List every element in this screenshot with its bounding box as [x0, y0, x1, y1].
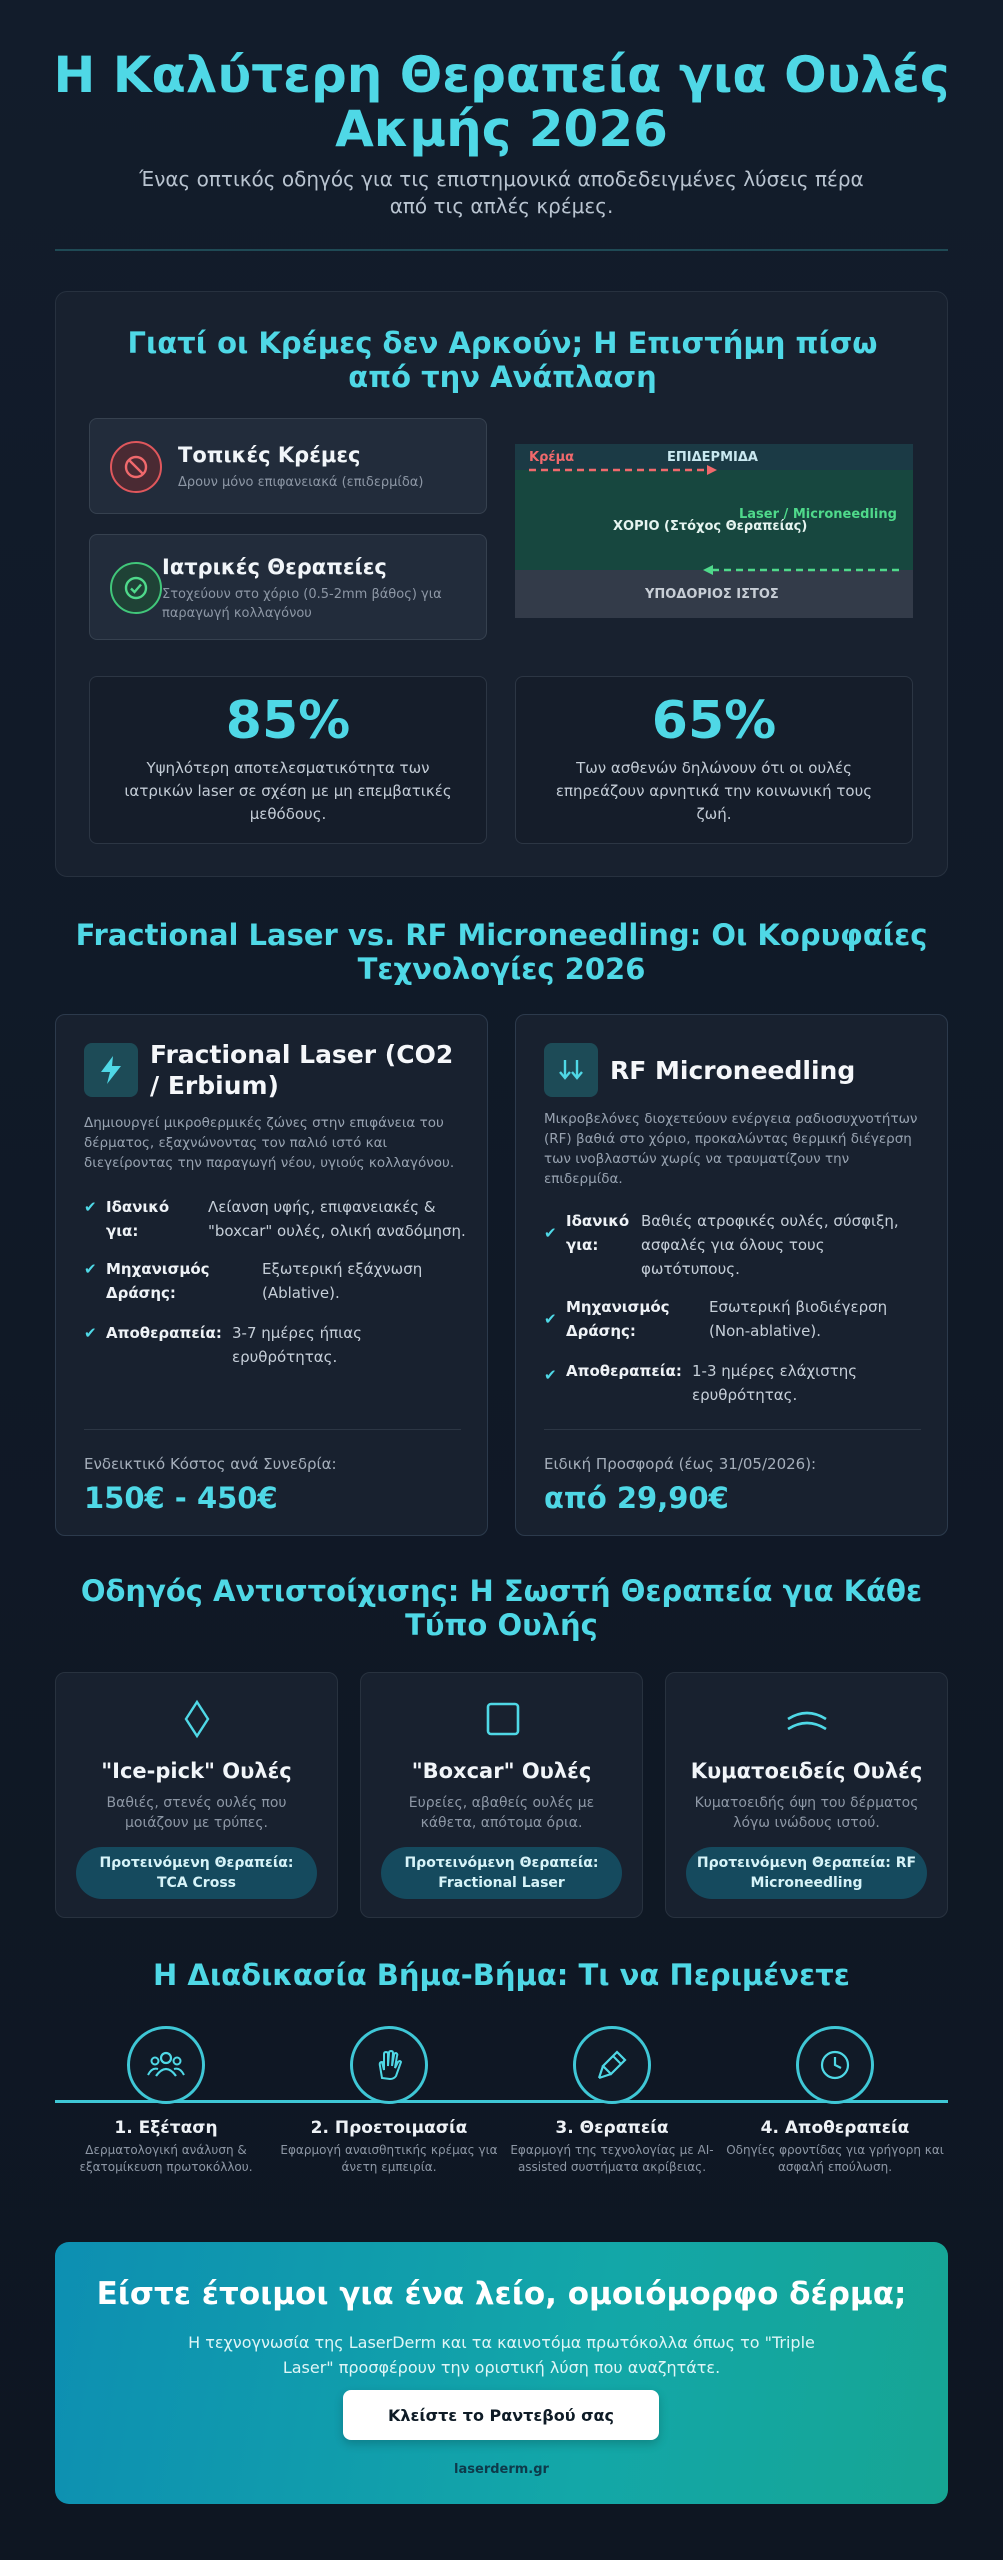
- hero-divider: [55, 249, 948, 251]
- creams-text: Δρουν μόνο επιφανειακά (επιδερμίδα): [178, 475, 424, 490]
- laser-card: [55, 1014, 488, 1536]
- laser-title: Fractional Laser (CO2 / Erbium): [150, 1040, 454, 1100]
- check-icon: ✔: [84, 1260, 97, 1278]
- rf-card: [515, 1014, 948, 1536]
- steps-title: Η Διαδικασία Βήμα-Βήμα: Τι να Περιμένετε: [153, 1958, 850, 1992]
- square-icon: [485, 1701, 521, 1737]
- steps-timeline: [55, 2100, 948, 2103]
- subcutis-label: ΥΠΟΔΟΡΙΟΣ ΙΣΤΟΣ: [645, 587, 779, 602]
- wave-icon: [784, 1707, 830, 1733]
- check-icon: ✔: [84, 1324, 97, 1342]
- laser-cost-value: 150€ - 450€: [84, 1481, 278, 1515]
- rf-desc: Μικροβελόνες διοχετεύουν ενέργεια ραδιοσυχνοτήτων (RF) βαθιά στο χόριο, προκαλώντας θερμική διέγερση των ινοβλαστών χωρίς να τραυματίζουν την επιδερμίδα.: [544, 1111, 918, 1187]
- check-icon: ✔: [544, 1310, 557, 1328]
- step-text: Εφαρμογή αναισθητικής κρέμας για άνετη εμπειρία.: [280, 2143, 498, 2174]
- guide-title: Οδηγός Αντιστοίχισης: Η Σωστή Θεραπεία για Κάθε Τύπο Ουλής: [80, 1574, 923, 1642]
- rf-cost-value: από 29,90€: [544, 1481, 729, 1515]
- check-icon: ✔: [544, 1366, 557, 1384]
- laser-divider: [84, 1429, 461, 1430]
- check-circle-icon: [110, 562, 162, 614]
- clock-icon: [796, 2026, 874, 2104]
- creams-card: [89, 418, 487, 514]
- laser-feature-2: ✔ Μηχανισμός Δράσης: Εξωτερική εξάχνωση (Ablative).: [84, 1257, 469, 1309]
- dermis-label: ΧΟΡΙΟ (Στόχος Θεραπείας): [613, 519, 808, 534]
- rf-feature-2: ✔ Μηχανισμός Δράσης: Εσωτερική βιοδιέγερση (Non-ablative).: [544, 1298, 888, 1340]
- scar-card-text: Κυματοειδής όψη του δέρματος λόγω ινώδους ιστού.: [694, 1795, 919, 1831]
- page-subtitle: Ένας οπτικός οδηγός για τις επιστημονικά αποδεδειγμένες λύσεις πέρα από τις απλές κρέμες.: [139, 167, 864, 218]
- website-link[interactable]: laserderm.gr: [454, 2462, 549, 2477]
- stat-text-1: Υψηλότερη αποτελεσματικότητα των ιατρικών laser σε σχέση με μη επεμβατικές μεθόδους.: [124, 759, 452, 823]
- scar-card-title: "Ice-pick" Ουλές: [101, 1759, 292, 1783]
- medical-card: [89, 534, 487, 640]
- scar-card-boxcar: [360, 1672, 643, 1918]
- step-title: 2. Προετοιμασία: [310, 2118, 468, 2138]
- scar-card-rolling: [665, 1672, 948, 1918]
- arrows-down-icon: [544, 1043, 598, 1097]
- step-text: Δερματολογική ανάλυση & εξατομίκευση πρωτοκόλλου.: [79, 2143, 253, 2174]
- laser-label: Laser / Microneedling: [739, 507, 897, 522]
- rf-divider: [544, 1429, 921, 1430]
- skin-layers-diagram: [515, 444, 913, 618]
- stat-card-1: [89, 676, 487, 844]
- ban-icon: [110, 441, 162, 493]
- laser-desc: Δημιουργεί μικροθερμικές ζώνες στην επιφάνεια του δέρματος, εξαχνώνοντας τον παλιό ιστό και διεγείροντας την παραγωγή νέου, υγιούς κολλαγόνου.: [84, 1115, 455, 1171]
- rf-feature-1: ✔ Ιδανικό για: Βαθιές ατροφικές ουλές, σύσφιξη, ασφαλές για όλους τους φωτότυπους.: [544, 1212, 899, 1278]
- cta-text: Η τεχνογνωσία της LaserDerm και τα καινοτόμα πρωτόκολλα όπως το "Triple Laser" προσφέρουν την οριστική λύση που αναζητάτε.: [188, 2333, 815, 2377]
- check-icon: ✔: [84, 1198, 97, 1216]
- recommended-therapy: Προτεινόμενη Θεραπεία: RF Microneedling: [686, 1847, 927, 1899]
- creams-title: Τοπικές Κρέμες: [178, 443, 361, 467]
- cta-title: Είστε έτοιμοι για ένα λείο, ομοιόμορφο δέρμα;: [96, 2276, 907, 2312]
- epidermis-label: ΕΠΙΔΕΡΜΙΔΑ: [667, 450, 758, 465]
- cta-banner: [55, 2242, 948, 2504]
- laser-feature-1: ✔ Ιδανικό για: Λείανση υφής, επιφανειακές & "boxcar" ουλές, ολική αναδόμηση.: [84, 1195, 469, 1247]
- hand-icon: [350, 2026, 428, 2104]
- stat-value-2: 65%: [651, 691, 777, 751]
- step-text: Οδηγίες φροντίδας για γρήγορη και ασφαλή επούλωση.: [726, 2143, 944, 2174]
- lightning-icon: [84, 1043, 138, 1097]
- laser-cost-label: Ενδεικτικό Κόστος ανά Συνεδρία:: [84, 1455, 337, 1473]
- medical-title: Ιατρικές Θεραπείες: [162, 555, 387, 579]
- medical-text: Στοχεύουν στο χόριο (0.5-2mm βάθος) για παραγωγή κολλαγόνου: [162, 587, 442, 621]
- step-text: Εφαρμογή της τεχνολογίας με AI-assisted συστήματα ακρίβειας.: [510, 2143, 714, 2174]
- diamond-icon: [182, 1699, 212, 1739]
- why-title: Γιατί οι Κρέμες δεν Αρκούν; Η Επιστήμη πίσω από την Ανάπλαση: [127, 326, 878, 394]
- stat-value-1: 85%: [225, 691, 351, 751]
- rf-feature-3: ✔ Αποθεραπεία: 1-3 ημέρες ελάχιστης ερυθρότητας.: [544, 1362, 858, 1404]
- scar-card-icepick: [55, 1672, 338, 1918]
- laser-feature-3: ✔ Αποθεραπεία: 3-7 ημέρες ήπιας ερυθρότητας.: [84, 1321, 469, 1373]
- why-panel: [55, 291, 948, 877]
- stat-card-2: [515, 676, 913, 844]
- tech-title: Fractional Laser vs. RF Microneedling: Οι Κορυφαίες Τεχνολογίες 2026: [75, 918, 928, 986]
- cream-label: Κρέμα: [529, 450, 575, 465]
- book-appointment-button[interactable]: Κλείστε το Ραντεβού σας: [343, 2390, 659, 2440]
- step-title: 3. Θεραπεία: [555, 2118, 669, 2138]
- check-icon: ✔: [544, 1224, 557, 1242]
- scar-card-text: Ευρείες, αβαθείς ουλές με κάθετα, απότομα όρια.: [408, 1795, 595, 1831]
- rf-title: RF Microneedling: [610, 1056, 856, 1085]
- rf-cost-label: Ειδική Προσφορά (έως 31/05/2026):: [544, 1455, 817, 1473]
- stat-text-2: Των ασθενών δηλώνουν ότι οι ουλές επηρεάζουν αρνητικά την κοινωνική τους ζωή.: [555, 759, 873, 823]
- users-icon: [127, 2026, 205, 2104]
- laser-pen-icon: [573, 2026, 651, 2104]
- scar-card-title: Κυματοειδείς Ουλές: [690, 1759, 923, 1783]
- step-title: 4. Αποθεραπεία: [760, 2118, 910, 2138]
- recommended-therapy: Προτεινόμενη Θεραπεία: TCA Cross: [76, 1847, 317, 1899]
- scar-card-text: Βαθιές, στενές ουλές που μοιάζουν με τρύπες.: [106, 1795, 287, 1831]
- scar-card-title: "Boxcar" Ουλές: [411, 1759, 592, 1783]
- page-title: Η Καλύτερη Θεραπεία για Ουλές Ακμής 2026: [53, 46, 950, 158]
- step-title: 1. Εξέταση: [114, 2118, 218, 2138]
- recommended-therapy: Προτεινόμενη Θεραπεία: Fractional Laser: [381, 1847, 622, 1899]
